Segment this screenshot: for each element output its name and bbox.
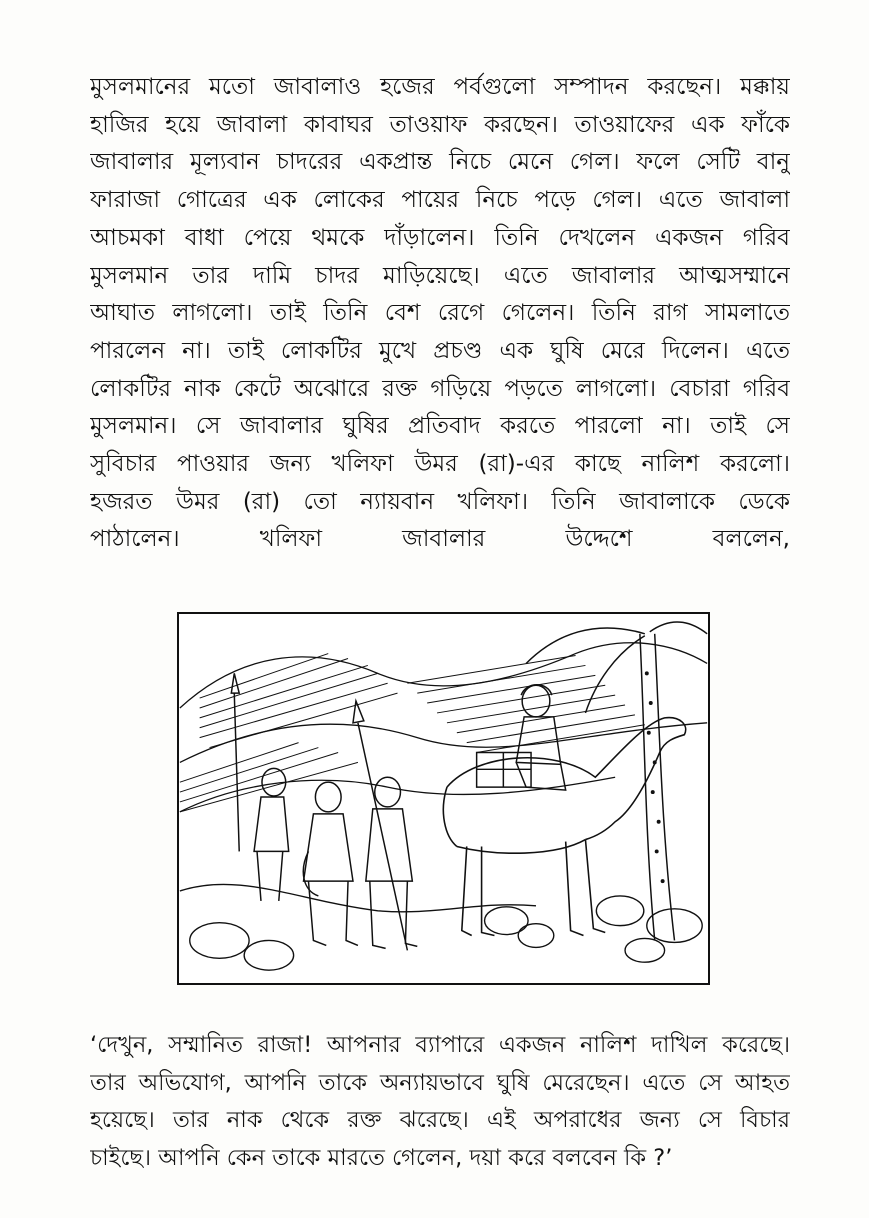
text-line: মুসলমানের মতো জাবালাও হজের পর্বগুলো সম্পাদন করছেন। মক্কায় xyxy=(90,74,790,100)
text-line: হয়েছে। তার নাক থেকে রক্ত ঝরেছে। এই অপরাধের জন্য সে বিচার xyxy=(90,1107,790,1133)
text-line: হজরত উমর (রা) তো ন্যায়বান খলিফা। তিনি জাবালাকে ডেকে xyxy=(90,488,790,515)
text-line: হাজির হয়ে জাবালা কাবাঘর তাওয়াফ করছেন। তাওয়াফের এক ফাঁকে xyxy=(90,111,790,138)
text-line: সুবিচার পাওয়ার জন্য খলিফা উমর (রা)-এর কাছে নালিশ করলো। xyxy=(90,451,790,478)
text-line: লোকটির নাক কেটে অঝোরে রক্ত গড়িয়ে পড়তে লাগলো। বেচারা গরিব xyxy=(90,375,790,402)
text-line: জাবালার মূল্যবান চাদরের একপ্রান্ত নিচে মেনে গেল। ফলে সেটি বানু xyxy=(90,149,790,176)
illustration-drawing xyxy=(179,614,708,983)
text-line: আঘাত লাগলো। তাই তিনি বেশ রেগে গেলেন। তিনি রাগ সামলাতে xyxy=(90,300,790,327)
text-line: মুসলমান। সে জাবালার ঘুষির প্রতিবাদ করতে পারলো না। তাই সে xyxy=(90,413,790,440)
text-line: তার অভিযোগ, আপনি তাকে অন্যায়ভাবে ঘুষি মেরেছেন। এতে সে আহত xyxy=(90,1069,790,1096)
text-line: চাইছে। আপনি কেন তাকে মারতে গেলেন, দয়া করে বলবেন কি ?’ xyxy=(90,1144,673,1171)
text-line: পাঠালেন। খলিফা জাবালার উদ্দেশে বললেন, xyxy=(90,526,790,553)
story-paragraph-top xyxy=(90,69,790,559)
text-line: ‘দেখুন, সম্মানিত রাজা! আপনার ব্যাপারে একজন নালিশ দাখিল করেছে। xyxy=(90,1032,790,1058)
text-line: মুসলমান তার দামি চাদর মাড়িয়েছে। এতে জাবালার আত্মসম্মানে xyxy=(90,262,790,289)
story-paragraph-bottom xyxy=(90,1027,790,1177)
text-line: আচমকা বাধা পেয়ে থমকে দাঁড়ালেন। তিনি দেখলেন একজন গরিব xyxy=(90,224,790,251)
text-line: পারলেন না। তাই লোকটির মুখে প্রচণ্ড এক ঘুষি মেরে দিলেন। এতে xyxy=(90,337,790,364)
camel-rider-illustration xyxy=(177,612,710,985)
text-line: ফারাজা গোত্রের এক লোকের পায়ের নিচে পড়ে গেল। এতে জাবালা xyxy=(90,187,790,214)
